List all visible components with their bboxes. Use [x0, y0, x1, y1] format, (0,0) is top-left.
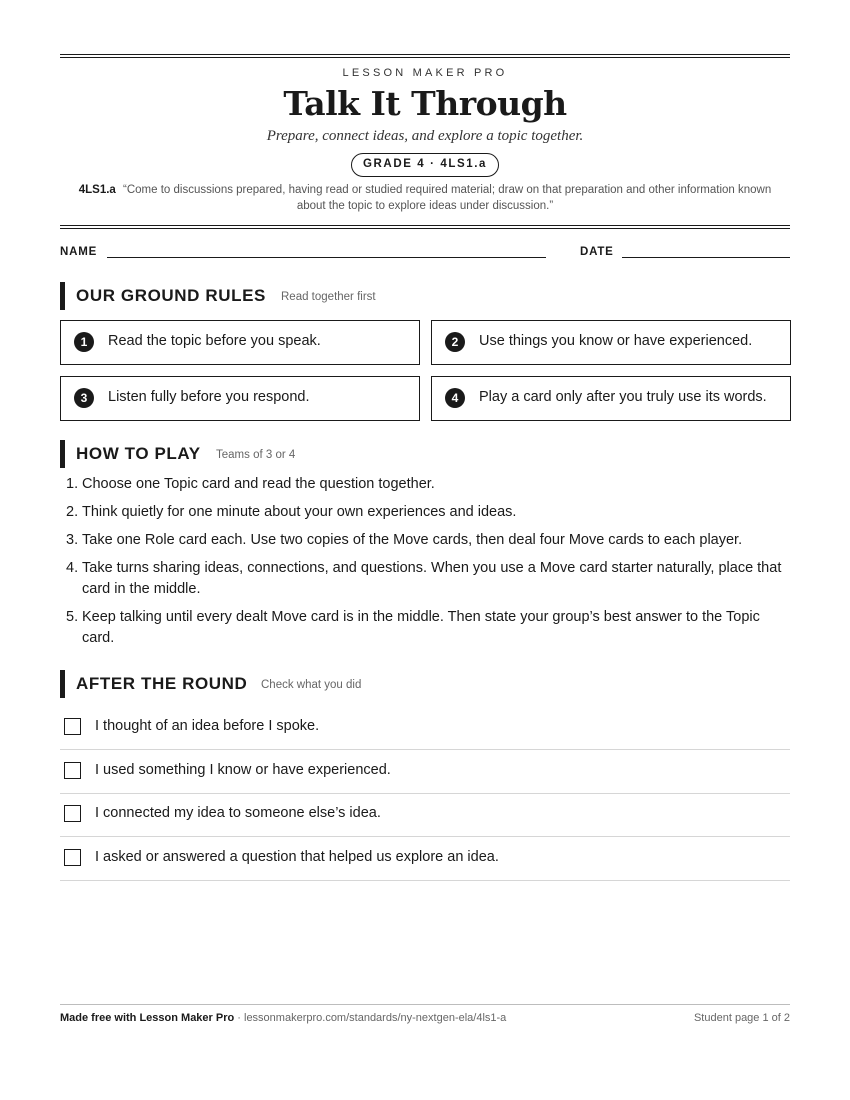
- section-marker: [60, 282, 65, 310]
- rule-number-badge: 2: [445, 332, 465, 352]
- rule-number-badge: 4: [445, 388, 465, 408]
- name-label: NAME: [60, 246, 98, 258]
- checklist-text: I connected my idea to someone else’s idea.: [95, 805, 381, 821]
- brand-label: LESSON MAKER PRO: [342, 67, 508, 79]
- rule-text: Listen fully before you respond.: [108, 389, 310, 405]
- checklist-text: I used something I know or have experienced.: [95, 762, 391, 778]
- section-marker: [60, 440, 65, 468]
- ground-rule-card: [431, 320, 791, 365]
- how-to-play-subheading: Teams of 3 or 4: [216, 449, 296, 461]
- checklist-item: [60, 749, 790, 794]
- date-label: DATE: [580, 246, 614, 258]
- checkbox[interactable]: [64, 762, 81, 779]
- date-field[interactable]: [622, 257, 790, 258]
- ground-rule-card: [60, 320, 420, 365]
- how-to-play-heading: HOW TO PLAY: [76, 444, 201, 463]
- instruction-step: 4. Take turns sharing ideas, connections, and questions. When you use a Move card starter naturally, place that card in the middle.: [66, 560, 782, 597]
- section-marker: [60, 670, 65, 698]
- standard-code: 4LS1.a: [78, 184, 116, 196]
- checklist-item: [60, 836, 790, 881]
- checklist-item: [60, 705, 790, 750]
- after-round-subheading: Check what you did: [261, 679, 362, 691]
- instruction-step: 1. Choose one Topic card and read the question together.: [66, 476, 435, 492]
- ground-rules-subheading: Read together first: [281, 291, 376, 303]
- ground-rule-card: [431, 376, 791, 421]
- ground-rule-card: [60, 376, 420, 421]
- checklist-item: [60, 792, 790, 837]
- name-date-row: [60, 246, 790, 260]
- checkbox[interactable]: [64, 718, 81, 735]
- rule-number-badge: 1: [74, 332, 94, 352]
- instructions-list: [60, 474, 790, 656]
- grade-badge: GRADE 4 · 4LS1.a: [351, 153, 499, 177]
- checklist-text: I thought of an idea before I spoke.: [95, 718, 320, 734]
- standard-text: “Come to discussions prepared, having read or studied required material; draw on that preparation and other information known about the topic to explore ideas under discussion.”: [123, 184, 772, 212]
- ground-rules-heading: OUR GROUND RULES: [76, 286, 266, 305]
- checkbox[interactable]: [64, 849, 81, 866]
- checkbox[interactable]: [64, 805, 81, 822]
- checklist-text: I asked or answered a question that helped us explore an idea.: [95, 849, 499, 865]
- footer-made-with: Made free with Lesson Maker Pro: [60, 1012, 235, 1024]
- page-subtitle: Prepare, connect ideas, and explore a topic together.: [266, 128, 584, 144]
- header-top-rule: [60, 54, 790, 58]
- instruction-step: 2. Think quietly for one minute about your own experiences and ideas.: [66, 504, 517, 520]
- footer-credit: [60, 1012, 506, 1024]
- instruction-step: 5. Keep talking until every dealt Move card is in the middle. Then state your group’s best answer to the Topic card.: [66, 609, 760, 646]
- instruction-step: 3. Take one Role card each. Use two copies of the Move cards, then deal four Move cards to each player.: [66, 532, 743, 548]
- footer-separator: ·: [234, 1012, 244, 1024]
- page-title: Talk It Through: [283, 84, 567, 123]
- rule-text: Use things you know or have experienced.: [479, 333, 753, 349]
- name-field[interactable]: [107, 257, 546, 258]
- header-bottom-rule: [60, 225, 790, 229]
- footer-rule: [60, 1004, 790, 1005]
- footer-url[interactable]: lessonmakerpro.com/standards/ny-nextgen-ela/4ls1-a: [244, 1012, 507, 1024]
- rule-number-badge: 3: [74, 388, 94, 408]
- after-round-heading: AFTER THE ROUND: [76, 674, 248, 693]
- rule-text: Read the topic before you speak.: [108, 333, 321, 349]
- page-number: Student page 1 of 2: [693, 1012, 790, 1024]
- rule-text: Play a card only after you truly use its words.: [479, 389, 767, 405]
- standard-statement: [70, 182, 780, 214]
